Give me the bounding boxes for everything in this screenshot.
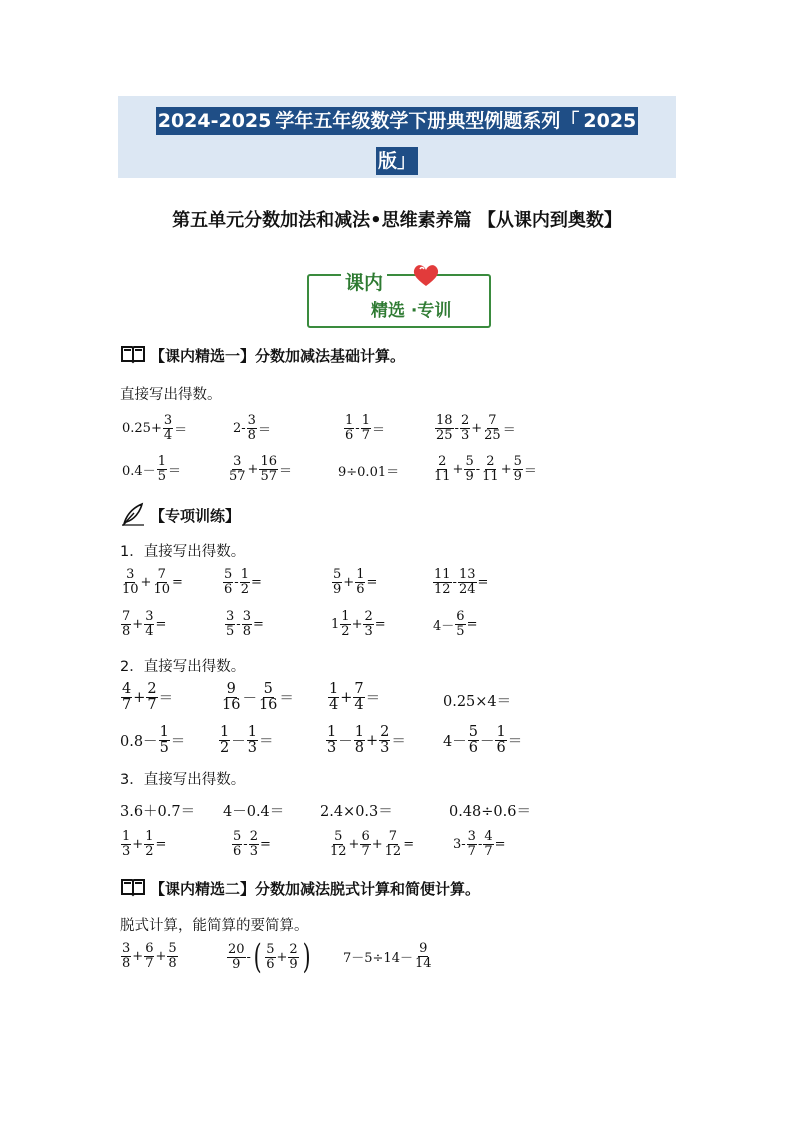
q3-expr-4: 0.48÷0.6＝ bbox=[449, 804, 531, 820]
stamp-top-text: 课内 bbox=[341, 268, 387, 295]
s1-expr-6: $\frac{3}{57}$ + $\frac{16}{57}$ ＝ bbox=[229, 454, 293, 484]
q3-expr-8: 3- $\frac{3}{7}$ - $\frac{4}{7}$ = bbox=[453, 829, 506, 859]
q2-expr-8: 4－ $\frac{5}{6}$ － $\frac{1}{6}$ ＝ bbox=[443, 724, 523, 757]
s2-expr-2: $\frac{20}{9}$ - ( $\frac{5}{6}$ + $\frac{2}{9}$ ) bbox=[228, 937, 311, 977]
feather-pen-icon bbox=[120, 502, 146, 526]
q2-expr-7: $\frac{1}{3}$ － $\frac{1}{8}$ + $\frac{2}{3}$ ＝ bbox=[327, 724, 406, 757]
title-line-1: 2024-2025 学年五年级数学下册典型例题系列「 2025 bbox=[118, 106, 676, 133]
s1-expr-4: $\frac{18}{25}$ - $\frac{2}{3}$ + $\frac{7}{25}$ ＝ bbox=[436, 413, 516, 443]
s1-expr-3: $\frac{1}{6}$ - $\frac{1}{7}$ ＝ bbox=[345, 413, 385, 443]
s1-expr-8: $\frac{2}{11}$ + $\frac{5}{9}$ - $\frac{2}{11}$ + $\frac{5}{9}$ ＝ bbox=[434, 454, 537, 484]
q1-label: 1．直接写出得数。 bbox=[120, 544, 246, 560]
q3-expr-1: 3.6＋0.7＝ bbox=[120, 804, 196, 820]
open-book-icon bbox=[120, 877, 146, 897]
q2-expr-1: $\frac{4}{7}$ + $\frac{2}{7}$ ＝ bbox=[122, 681, 174, 714]
title-line-2: 版」 bbox=[118, 146, 676, 173]
q2-expr-4: 0.25×4＝ bbox=[443, 694, 512, 710]
q2-expr-2: $\frac{9}{16}$ － $\frac{5}{16}$ ＝ bbox=[222, 681, 294, 714]
q1-expr-5: $\frac{7}{8}$ + $\frac{3}{4}$ = bbox=[122, 609, 167, 639]
section2-heading: 【课内精选二】分数加减法脱式计算和简便计算。 bbox=[150, 880, 481, 898]
section2-instruction: 脱式计算，能简算的要简算。 bbox=[120, 918, 309, 934]
training-heading: 【专项训练】 bbox=[150, 507, 241, 525]
title-banner bbox=[118, 96, 676, 178]
q1-expr-1: $\frac{3}{10}$ + $\frac{7}{10}$ = bbox=[122, 567, 183, 597]
q1-expr-3: $\frac{5}{9}$ + $\frac{1}{6}$ = bbox=[333, 567, 378, 597]
s2-expr-1: $\frac{3}{8}$ + $\frac{6}{7}$ + $\frac{5}{8}$ bbox=[122, 941, 177, 971]
q3-expr-6: $\frac{5}{6}$ - $\frac{2}{3}$ = bbox=[233, 829, 271, 859]
q2-expr-3: $\frac{1}{4}$ + $\frac{7}{4}$ ＝ bbox=[329, 681, 381, 714]
q1-expr-7: 1 $\frac{1}{2}$ + $\frac{2}{3}$ = bbox=[331, 609, 386, 639]
s1-expr-7: 9÷0.01＝ bbox=[338, 465, 400, 480]
section1-heading: 【课内精选一】分数加减法基础计算。 bbox=[150, 347, 406, 365]
q3-expr-5: $\frac{1}{3}$ + $\frac{1}{2}$ = bbox=[122, 829, 167, 859]
q3-label: 3．直接写出得数。 bbox=[120, 772, 246, 788]
q2-expr-6: $\frac{1}{2}$ － $\frac{1}{3}$ ＝ bbox=[220, 724, 274, 757]
heart-icon bbox=[411, 262, 441, 288]
q1-expr-2: $\frac{5}{6}$ - $\frac{1}{2}$ = bbox=[224, 567, 262, 597]
s1-expr-1: 0.25+ $\frac{3}{4}$ ＝ bbox=[122, 413, 188, 443]
section1-instruction: 直接写出得数。 bbox=[120, 387, 222, 403]
q3-expr-2: 4－0.4＝ bbox=[223, 804, 285, 820]
s2-expr-3: 7－5÷14－ $\frac{9}{14}$ bbox=[343, 941, 432, 971]
s1-expr-5: 0.4－ $\frac{1}{5}$ ＝ bbox=[122, 454, 181, 484]
q1-expr-6: $\frac{3}{5}$ - $\frac{3}{8}$ = bbox=[226, 609, 264, 639]
q1-expr-8: 4－ $\frac{6}{5}$ = bbox=[433, 609, 478, 639]
q3-expr-3: 2.4×0.3＝ bbox=[320, 804, 393, 820]
q1-expr-4: $\frac{11}{12}$ - $\frac{13}{24}$ = bbox=[434, 567, 489, 597]
open-book-icon bbox=[120, 344, 146, 364]
s1-expr-2: 2- $\frac{3}{8}$ ＝ bbox=[233, 413, 271, 443]
page-subtitle: 第五单元分数加法和减法•思维素养篇 【从课内到奥数】 bbox=[172, 210, 622, 231]
q2-label: 2．直接写出得数。 bbox=[120, 659, 246, 675]
stamp-badge bbox=[305, 262, 487, 324]
q2-expr-5: 0.8－ $\frac{1}{5}$ ＝ bbox=[120, 724, 186, 757]
q3-expr-7: $\frac{5}{12}$ + $\frac{6}{7}$ + $\frac{7}{12}$ = bbox=[330, 829, 415, 859]
stamp-bottom-text: 精选 ·专训 bbox=[371, 301, 452, 321]
